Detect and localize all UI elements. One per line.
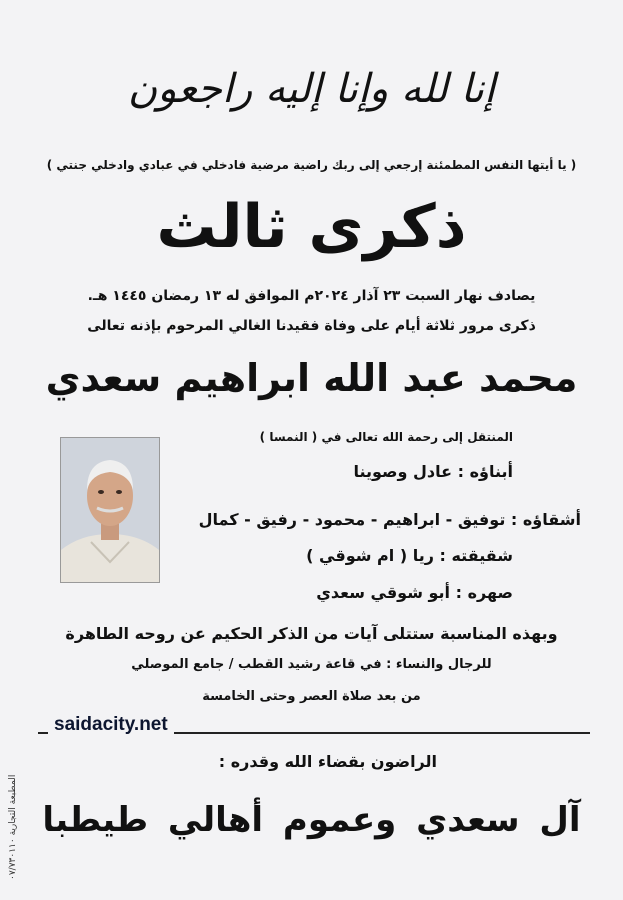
quran-verse: ( يا أيتها النفس المطمئنة إرجعي إلى ربك راضية مرضية فادخلي في عبادي وادخلي جنتي ) [46, 158, 577, 172]
date-line: يصادف نهار السبت ٢٣ آذار ٢٠٢٤م الموافق له ١٣ رمضان ١٤٤٥ هـ. [87, 288, 536, 304]
main-title: ذكرى ثالث [156, 192, 467, 262]
ceremony-time: من بعد صلاة العصر وحتى الخامسة [202, 689, 421, 704]
sons-line: أبناؤه : عادل وصوينا [353, 462, 513, 481]
occasion-line: ذكرى مرور ثلاثة أيام على وفاة فقيدنا الغالي المرحوم بإذنه تعالى [87, 318, 536, 334]
sister-line: شقيقته : ريا ( ام شوقي ) [306, 546, 513, 565]
deceased-name: محمد عبد الله ابراهيم سعدي [45, 356, 578, 400]
family-name: آل سعدي وعموم أهالي طيطبا [42, 800, 581, 840]
ceremony-location: للرجال والنساء : في قاعة رشيد القطب / جامع الموصلي [131, 657, 492, 672]
resigned-label: الراضون بقضاء الله وقدره : [218, 752, 437, 771]
ceremony-occasion: وبهذه المناسبة ستتلى آيات من الذكر الحكيم عن روحه الطاهرة [65, 624, 558, 643]
quran-heading: إنا لله وإنا إليه راجعون [127, 66, 496, 112]
brother-in-law-line: صهره : أبو شوقي سعدي [316, 583, 513, 602]
website-watermark: saidacity.net [48, 712, 174, 738]
brothers-line: أشقاؤه : توفيق - ابراهيم - محمود - رفيق - كمال [198, 510, 581, 529]
portrait-image [61, 438, 159, 582]
printer-note: المطبعة التجارية ٠٧/٧٣٠١١٠ [8, 774, 18, 880]
deceased-photo [60, 437, 160, 583]
moved-note: المنتقل إلى رحمة الله تعالى في ( النمسا ) [259, 430, 513, 444]
